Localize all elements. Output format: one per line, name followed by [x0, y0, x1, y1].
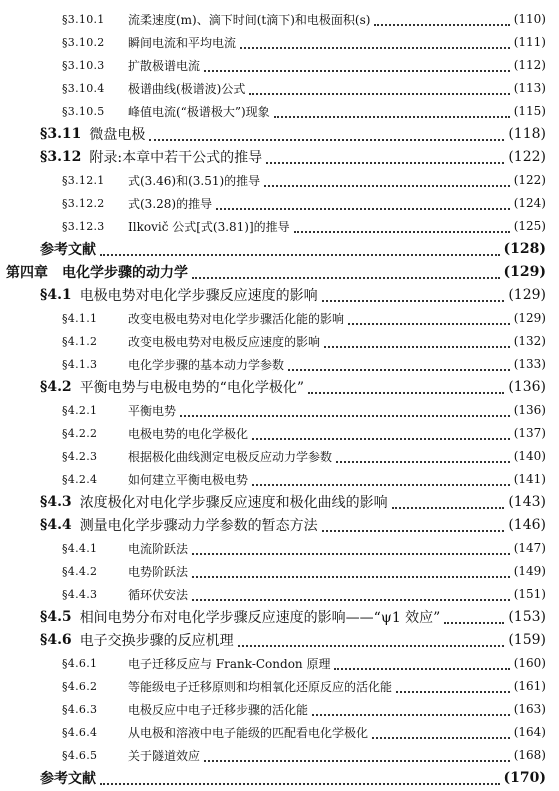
dot-leader [372, 736, 510, 739]
section-title: 电化学步骤的动力学 [62, 265, 188, 281]
section-number: §4.2.2 [62, 426, 98, 440]
dot-leader [204, 759, 510, 762]
page-number: (112) [513, 58, 546, 72]
page-number: (146) [508, 517, 546, 533]
section-title: 电子交换步骤的反应机理 [79, 633, 234, 649]
section-title: 瞬间电流和平均电流 [128, 35, 237, 50]
section-title: 流柔速度(m)、滴下时间(t滴下)和电极面积(s) [128, 12, 371, 27]
section-title: 测量电化学步骤动力学参数的暂态方法 [79, 518, 318, 534]
section-number: §4.6 [40, 632, 72, 648]
dot-leader [100, 782, 500, 785]
dot-leader [334, 667, 509, 670]
page-number: (153) [508, 609, 546, 625]
page-number: (163) [513, 702, 546, 716]
page-number: (160) [513, 656, 546, 670]
section-title: 平衡电势 [128, 403, 177, 418]
section-title: Ilkovič 公式[式(3.81)]的推导 [128, 219, 290, 234]
page-number: (133) [513, 357, 546, 371]
page-number: (149) [513, 564, 546, 578]
section-number: §4.6.5 [62, 748, 98, 762]
dot-leader [308, 391, 504, 394]
page-number: (122) [508, 149, 546, 165]
section-number: §4.6.4 [62, 725, 98, 739]
dot-leader [149, 138, 504, 141]
dot-leader [238, 644, 505, 647]
section-number: §4.4.3 [62, 587, 98, 601]
section-number: §4.1.1 [62, 311, 98, 325]
section-number: §4.6.2 [62, 679, 98, 693]
page-number: (124) [513, 196, 546, 210]
section-number: §3.10.4 [62, 81, 105, 95]
dot-leader [374, 23, 509, 26]
section-title: 电子迁移反应与 Frank-Condon 原理 [128, 656, 331, 671]
section-title: 关于隧道效应 [128, 748, 201, 763]
page-number: (113) [513, 81, 546, 95]
section-title: 从电极和溶液中电子能级的匹配看电化学极化 [128, 725, 369, 740]
section-title: 改变电极电势对电化学步骤活化能的影响 [128, 311, 345, 326]
page-number: (151) [513, 587, 546, 601]
dot-leader [252, 437, 510, 440]
dot-leader [444, 621, 504, 624]
section-title: 式(3.46)和(3.51)的推导 [128, 173, 261, 188]
section-title: 微盘电极 [89, 127, 146, 143]
page-number: (159) [508, 632, 546, 648]
dot-leader [192, 598, 510, 601]
section-title: 峰值电流(“极谱极大”)现象 [128, 104, 270, 119]
section-number: §4.6.1 [62, 656, 98, 670]
page-number: (141) [513, 472, 546, 486]
section-number: §4.1.3 [62, 357, 98, 371]
section-title: 扩散极谱电流 [128, 58, 201, 73]
dot-leader [216, 207, 510, 210]
section-title: 循环伏安法 [128, 587, 189, 602]
section-title: 参考文献 [40, 771, 96, 787]
section-number: §3.12.1 [62, 173, 105, 187]
dot-leader [348, 322, 510, 325]
page-number: (118) [508, 126, 546, 142]
section-number: §4.2.4 [62, 472, 98, 486]
page-number: (170) [503, 770, 546, 786]
section-number: §4.4.1 [62, 541, 98, 555]
section-title: 如何建立平衡电极电势 [128, 472, 249, 487]
section-title: 电极反应中电子迁移步骤的活化能 [128, 702, 309, 717]
section-title: 附录:本章中若干公式的推导 [89, 150, 263, 166]
dot-leader [336, 460, 510, 463]
page-number: (147) [513, 541, 546, 555]
dot-leader [192, 552, 510, 555]
section-number: §3.10.1 [62, 12, 105, 26]
section-number: §4.4.2 [62, 564, 98, 578]
dot-leader [240, 46, 510, 49]
dot-leader [266, 161, 504, 164]
section-title: 极谱曲线(极谱波)公式 [128, 81, 246, 96]
page-number: (110) [513, 12, 546, 26]
section-title: 参考文献 [40, 242, 96, 258]
section-title: 根据极化曲线测定电极反应动力学参数 [128, 449, 333, 464]
page-number: (136) [508, 379, 546, 395]
page-number: (125) [513, 219, 546, 233]
dot-leader [312, 713, 510, 716]
page-number: (129) [503, 264, 546, 280]
section-title: 电极电势的电化学极化 [128, 426, 249, 441]
section-title: 等能级电子迁移原则和均相氧化还原反应的活化能 [128, 679, 393, 694]
section-number: §3.10.2 [62, 35, 105, 49]
page-number: (132) [513, 334, 546, 348]
section-number: §3.10.3 [62, 58, 105, 72]
page-number: (140) [513, 449, 546, 463]
section-number: §4.2.3 [62, 449, 98, 463]
section-title: 电极电势对电化学步骤反应速度的影响 [79, 288, 318, 304]
dot-leader [249, 92, 509, 95]
dot-leader [288, 368, 510, 371]
section-title: 电流阶跃法 [128, 541, 189, 556]
dot-leader [192, 575, 510, 578]
section-title: 浓度极化对电化学步骤反应速度和极化曲线的影响 [79, 495, 388, 511]
section-number: §3.12 [40, 149, 82, 165]
dot-leader [252, 483, 510, 486]
section-number: §3.11 [40, 126, 82, 142]
page-number: (129) [513, 311, 546, 325]
dot-leader [294, 230, 510, 233]
section-number: §3.12.2 [62, 196, 105, 210]
dot-leader [204, 69, 510, 72]
page-number: (129) [508, 287, 546, 303]
section-number: §4.5 [40, 609, 72, 625]
dot-leader [396, 690, 510, 693]
page-number: (111) [513, 35, 546, 49]
section-number: §4.4 [40, 517, 72, 533]
section-number: §3.10.5 [62, 104, 105, 118]
section-number: §4.2.1 [62, 403, 98, 417]
page-number: (136) [513, 403, 546, 417]
dot-leader [274, 115, 510, 118]
page-number: (161) [513, 679, 546, 693]
page-number: (164) [513, 725, 546, 739]
dot-leader [322, 529, 505, 532]
section-title: 相间电势分布对电化学步骤反应速度的影响——“ψ1 效应” [79, 610, 441, 626]
page-number: (122) [513, 173, 546, 187]
dot-leader [322, 299, 505, 302]
section-number: §3.12.3 [62, 219, 105, 233]
section-title: 电势阶跃法 [128, 564, 189, 579]
page-number: (168) [513, 748, 546, 762]
section-number: §4.3 [40, 494, 72, 510]
page-number: (115) [513, 104, 546, 118]
section-number: 第四章 [6, 265, 48, 281]
toc-entry [0, 765, 559, 791]
section-number: §4.2 [40, 379, 72, 395]
dot-leader [192, 276, 500, 279]
section-title: 改变电极电势对电极反应速度的影响 [128, 334, 321, 349]
dot-leader [264, 184, 510, 187]
dot-leader [100, 253, 500, 256]
section-title: 平衡电势与电极电势的“电化学极化” [79, 380, 305, 396]
page-number: (137) [513, 426, 546, 440]
section-number: §4.1 [40, 287, 72, 303]
dot-leader [180, 414, 510, 417]
section-title: 电化学步骤的基本动力学参数 [128, 357, 285, 372]
dot-leader [324, 345, 510, 348]
section-number: §4.6.3 [62, 702, 98, 716]
section-title: 式(3.28)的推导 [128, 196, 213, 211]
section-number: §4.1.2 [62, 334, 98, 348]
page-number: (143) [508, 494, 546, 510]
page-number: (128) [503, 241, 546, 257]
dot-leader [392, 506, 505, 509]
